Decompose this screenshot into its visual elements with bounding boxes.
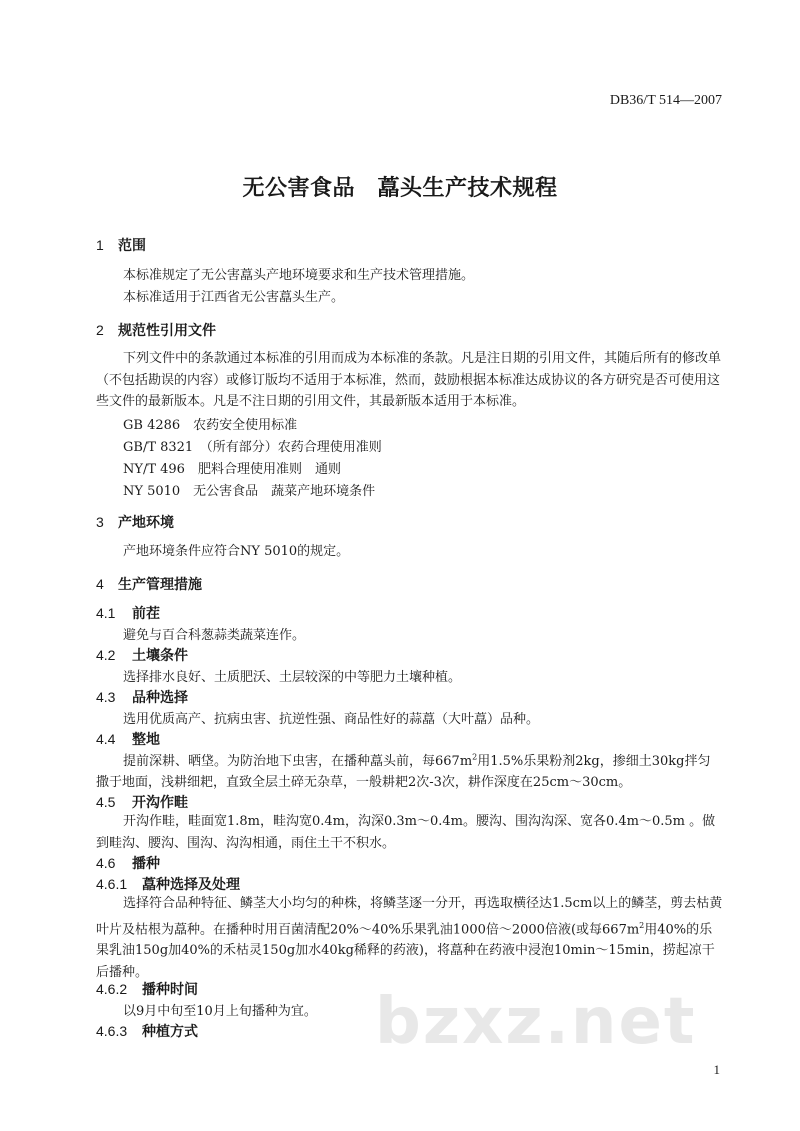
- section-title: 播种: [132, 856, 160, 872]
- text-run: 选择符合品种特征、鳞茎大小均匀的种株，将鳞茎逐一分开，再选取横径达1.5cm以上的鳞茎，剪去枯黄叶片及枯根为藠种。在播种时用百菌清配20%～40%乐果乳油1000倍～2000倍液(或每667m: [96, 896, 723, 937]
- section-4-2-text: 选择排水良好、土质肥沃、土层较深的中等肥力土壤种植。: [123, 670, 462, 685]
- text-run: 用40%的乐果乳油150g加40%的禾枯灵150g加水40kg稀释的药液)，将藠种在药液中浸泡10min～15min，捞起凉干后播种。: [96, 921, 715, 980]
- section-1-line-2: 本标准适用于江西省无公害藠头生产。: [123, 290, 345, 305]
- section-4-2-heading: [96, 645, 188, 665]
- section-2-paragraph: 下列文件中的条款通过本标准的引用而成为本标准的条款。凡是注日期的引用文件，其随后所有的修改单（不包括勘误的内容）或修订版均不适用于本标准，然而，鼓励根据本标准达成协议的各方研究是否可使用这些文件的最新版本。凡是不注日期的引用文件，其最新版本适用于本标准。: [96, 351, 722, 409]
- reference-item: GB/T 8321 （所有部分）农药合理使用准则: [123, 440, 382, 455]
- section-number: 4.1: [96, 605, 116, 621]
- section-4-6-heading: [96, 853, 160, 873]
- section-title: 整地: [132, 732, 160, 748]
- section-4-6-1-paragraph: [96, 893, 724, 983]
- section-number: 4.2: [96, 647, 116, 663]
- section-4-4-line-1: [123, 750, 710, 769]
- standard-code: DB36/T 514—2007: [609, 93, 722, 108]
- section-title: 品种选择: [132, 690, 188, 706]
- superscript: 2: [472, 752, 478, 762]
- superscript: 2: [639, 920, 645, 930]
- section-title: 规范性引用文件: [118, 323, 216, 339]
- section-3-heading: [96, 512, 174, 532]
- section-4-5-heading: [96, 792, 188, 812]
- section-number: 4.6: [96, 855, 116, 871]
- section-title: 种植方式: [142, 1024, 198, 1040]
- section-title: 生产管理措施: [118, 577, 202, 593]
- section-4-6-3-heading: [96, 1021, 198, 1041]
- section-4-3-heading: [96, 687, 188, 707]
- page-number: 1: [713, 1062, 720, 1077]
- section-4-6-2-heading: [96, 979, 198, 999]
- reference-item: GB 4286 农药安全使用标准: [123, 418, 298, 433]
- section-number: 3: [96, 514, 104, 530]
- section-number: 4.3: [96, 689, 116, 705]
- section-title: 产地环境: [118, 515, 174, 531]
- section-number: 4.6.1: [96, 876, 128, 892]
- section-4-heading: [96, 574, 202, 594]
- section-title: 藠种选择及处理: [142, 877, 240, 893]
- section-4-1-text: 避免与百合科葱蒜类蔬菜连作。: [123, 628, 306, 643]
- section-number: 2: [96, 322, 104, 338]
- section-4-1-heading: [96, 603, 160, 623]
- watermark: bzxz.net: [375, 985, 697, 1059]
- section-4-6-2-text: 以9月中旬至10月上旬播种为宜。: [123, 1004, 317, 1019]
- section-number: 4: [96, 576, 104, 592]
- section-number: 4.6.2: [96, 981, 128, 997]
- section-number: 4.4: [96, 731, 116, 747]
- section-title: 播种时间: [142, 982, 198, 998]
- section-3-text: 产地环境条件应符合NY 5010的规定。: [123, 544, 350, 559]
- reference-item: NY 5010 无公害食品 蔬菜产地环境条件: [123, 484, 376, 499]
- section-4-6-1-heading: [96, 874, 240, 894]
- section-4-4-heading: [96, 729, 160, 749]
- text-run: 提前深耕、晒垡。为防治地下虫害，在播种藠头前，每667m: [123, 754, 473, 769]
- section-title: 范围: [118, 238, 146, 254]
- section-title: 前茬: [132, 606, 160, 622]
- section-title: 土壤条件: [132, 648, 188, 664]
- section-number: 4.6.3: [96, 1023, 128, 1039]
- section-2-heading: [96, 320, 216, 340]
- text-run: 用1.5%乐果粉剂2kg，掺细土30kg拌匀: [477, 754, 711, 769]
- section-1-line-1: 本标准规定了无公害藠头产地环境要求和生产技术管理措施。: [123, 268, 475, 283]
- reference-item: NY/T 496 肥料合理使用准则 通则: [123, 462, 341, 477]
- section-4-3-text: 选用优质高产、抗病虫害、抗逆性强、商品性好的蒜藠（大叶藠）品种。: [123, 712, 540, 727]
- section-title: 开沟作畦: [132, 795, 188, 811]
- section-number: 4.5: [96, 794, 116, 810]
- section-1-heading: [96, 235, 146, 255]
- section-number: 1: [96, 237, 104, 253]
- section-4-4-line-2: 撒于地面，浅耕细耙，直致全层土碎无杂草，一般耕耙2次-3次，耕作深度在25cm～30cm。: [96, 775, 632, 790]
- section-4-5-paragraph: 开沟作畦，畦面宽1.8m，畦沟宽0.4m，沟深0.3m～0.4m。腰沟、围沟沟深、宽各0.4m～0.5m 。做到畦沟、腰沟、围沟、沟沟相通，雨住土干不积水。: [96, 814, 716, 851]
- document-title: 无公害食品 藠头生产技术规程: [242, 176, 558, 201]
